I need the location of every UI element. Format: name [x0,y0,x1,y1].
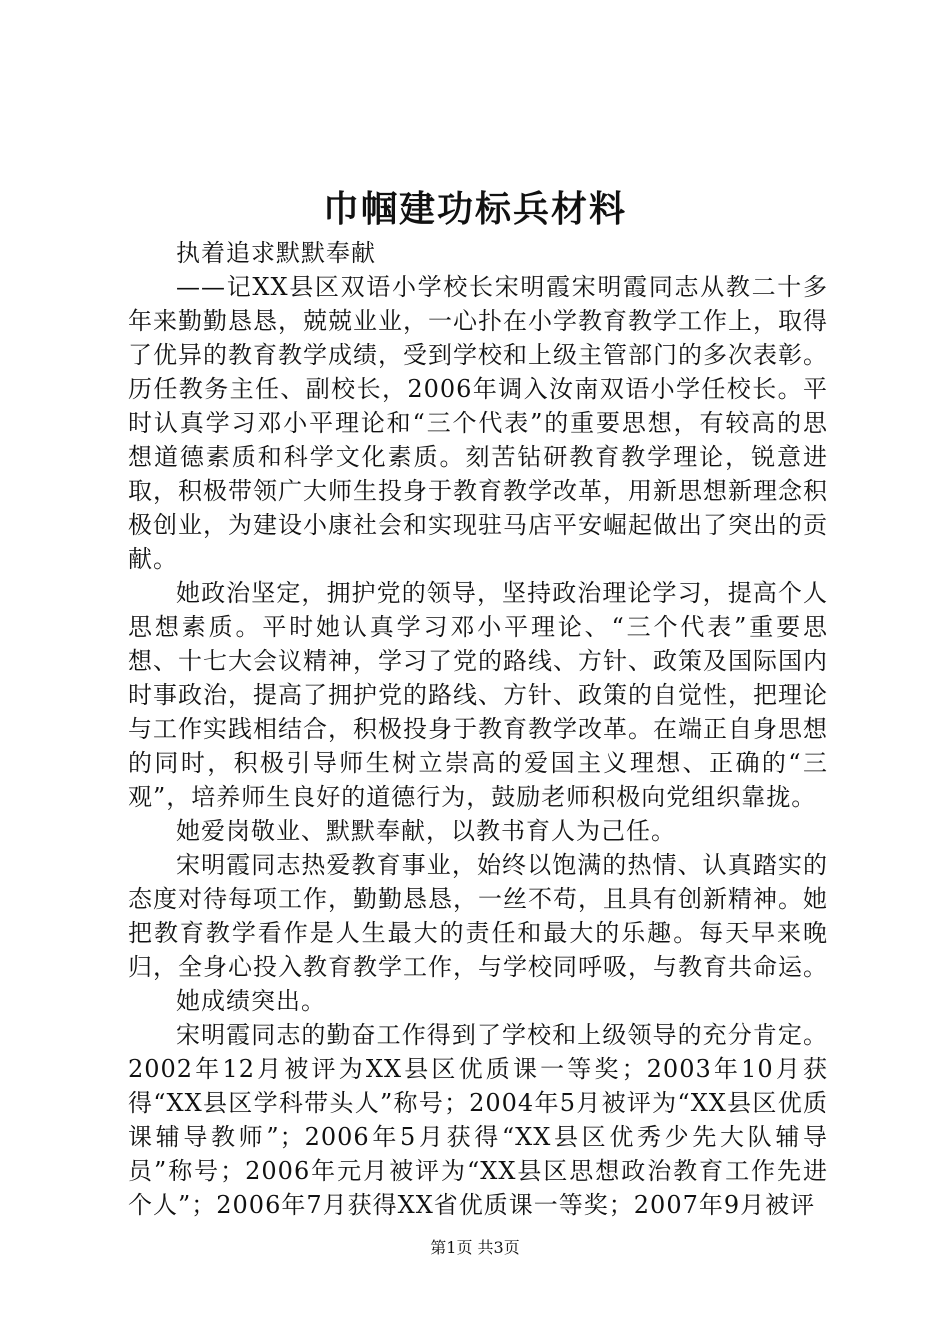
intro-paragraph: ——记XX县区双语小学校长宋明霞宋明霞同志从教二十多年来勤勤恳恳，兢兢业业，一心扑在小学教育教学工作上，取得了优异的教育教学成绩，受到学校和上级主管部门的多次表彰。历任教务主任、副校长，2006年调入汝南双语小学任校长。平时认真学习邓小平理论和“三个代表”的重要思想，有较高的思想道德素质和科学文化素质。刻苦钻研教育教学理论，锐意进取，积极带领广大师生投身于教育教学改革，用新思想新理念积极创业，为建设小康社会和实现驻马店平安崛起做出了突出的贡献。 [128,273,828,573]
subtitle-paragraph: 执着追求默默奉献 [176,239,376,267]
political-paragraph: 她政治坚定，拥护党的领导，坚持政治理论学习，提高个人思想素质。平时她认真学习邓小平理论、“三个代表”重要思想、十七大会议精神，学习了党的路线、方针、政策及国际国内时事政治，提高了拥护党的路线、方针、政策的自觉性，把理论与工作实践相结合，积极投身于教育教学改革。在端正自身思想的同时，积极引导师生树立崇高的爱国主义理想、正确的“三观”，培养师生良好的道德行为，鼓励老师积极向党组织靠拢。 [128,579,828,811]
document-title: 巾帼建功标兵材料 [322,188,627,230]
achievement-heading: 她成绩突出。 [176,987,326,1015]
document-body [128,236,828,1222]
achievement-paragraph: 宋明霞同志的勤奋工作得到了学校和上级领导的充分肯定。2002年12月被评为XX县区优质课一等奖；2003年10月获得“XX县区学科带头人”称号；2004年5月被评为“XX县区优质课辅导教师”；2006年5月获得“XX县区优秀少先大队辅导员”称号；2006年元月被评为“XX县区思想政治教育工作先进个人”；2006年7月获得XX省优质课一等奖；2007年9月被评 [128,1021,828,1219]
dedication-heading: 她爱岗敬业、默默奉献，以教书育人为己任。 [176,817,676,845]
dedication-paragraph: 宋明霞同志热爱教育事业，始终以饱满的热情、认真踏实的态度对待每项工作，勤勤恳恳，一丝不苟，且具有创新精神。她把教育教学看作是人生最大的责任和最大的乐趣。每天早来晚归，全身心投入教育教学工作，与学校同呼吸，与教育共命运。 [128,851,828,981]
page-number-footer: 第1页 共3页 [430,1238,520,1257]
